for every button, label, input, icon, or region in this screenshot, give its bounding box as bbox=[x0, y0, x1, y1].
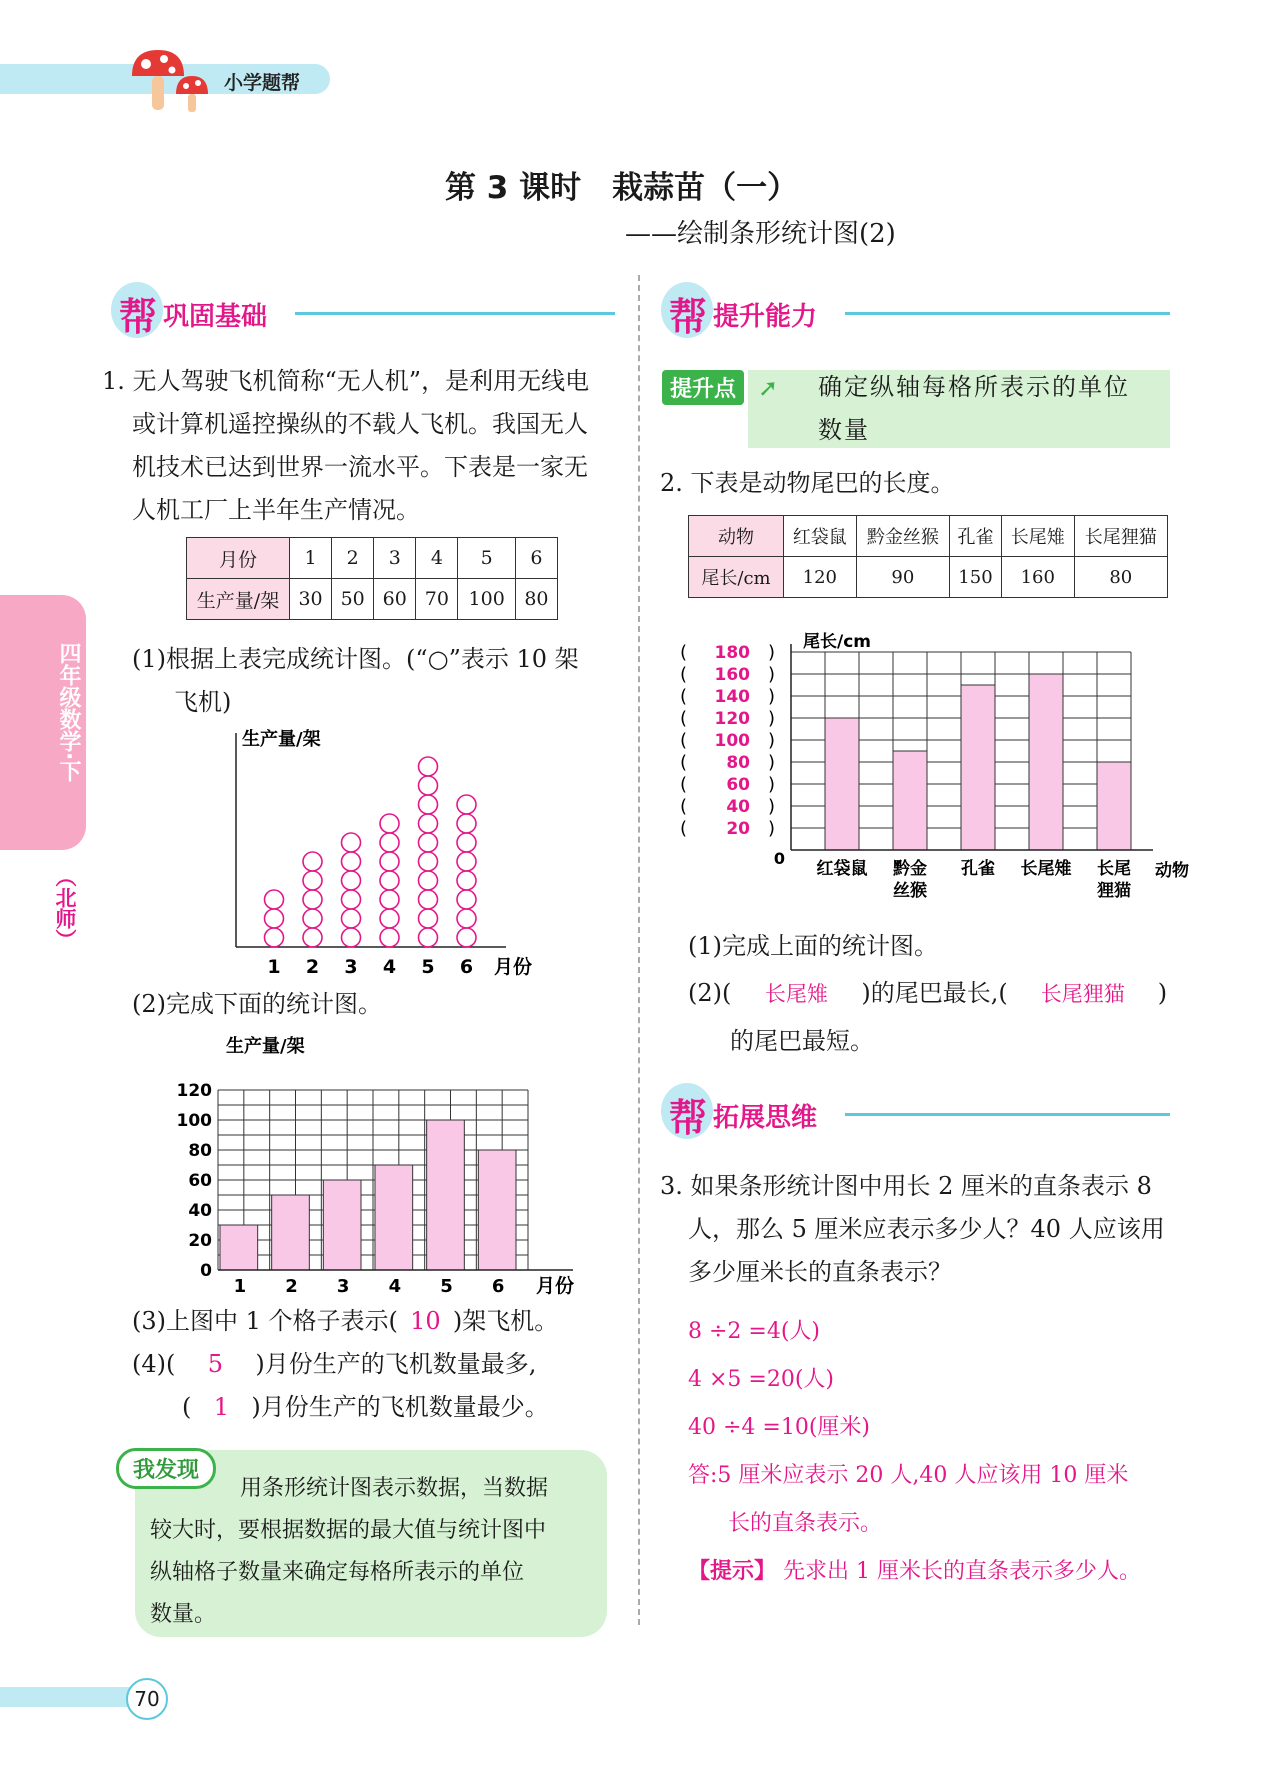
q2-part1: (1)完成上面的统计图。 bbox=[688, 932, 938, 960]
q1-part3 bbox=[132, 1300, 622, 1343]
table-cell: 长尾狸猫 bbox=[1074, 516, 1167, 557]
circle-symbol bbox=[419, 852, 438, 871]
q1-text bbox=[102, 360, 622, 532]
x-tick-label: 2 bbox=[285, 1276, 298, 1297]
y-tick-paren: ) bbox=[768, 796, 776, 817]
y-tick-label: 80 bbox=[726, 753, 750, 773]
discovery-line: 数量。 bbox=[150, 1602, 217, 1627]
x-axis-label: 动物 bbox=[1155, 861, 1189, 881]
y-tick-paren: ) bbox=[768, 642, 776, 663]
q1-line: 人机工厂上半年生产情况。 bbox=[132, 496, 420, 524]
circle-symbol bbox=[457, 833, 476, 852]
circle-symbol bbox=[265, 909, 284, 928]
table-cell: 150 bbox=[950, 557, 1002, 598]
discovery-text bbox=[150, 1468, 600, 1636]
y-tick-paren: ) bbox=[768, 708, 776, 729]
q1-part3-answer: 10 bbox=[410, 1307, 441, 1335]
q1-part2: (2)完成下面的统计图。 bbox=[132, 990, 382, 1018]
q3-answer-line: 4 ×5 =20(人) bbox=[688, 1367, 835, 1392]
q3-answers bbox=[688, 1308, 1178, 1596]
x-tick-label: 长尾 bbox=[1097, 859, 1131, 879]
y-zero-label: 0 bbox=[773, 849, 785, 868]
table-cell: 80 bbox=[1074, 557, 1167, 598]
x-tick-label: 6 bbox=[491, 1276, 505, 1297]
q1-part4-answer-least: 1 bbox=[213, 1393, 230, 1421]
page-title: 第 3 课时 栽蒜苗（一） bbox=[445, 170, 799, 206]
circle-symbol bbox=[419, 890, 438, 909]
table-cell: 长尾雉 bbox=[1001, 516, 1074, 557]
x-tick-label: 6 bbox=[459, 956, 474, 978]
bar bbox=[375, 1165, 413, 1270]
bar bbox=[1029, 674, 1063, 850]
table-row bbox=[689, 557, 1168, 598]
circle-symbol bbox=[380, 852, 399, 871]
y-tick-label: 120 bbox=[176, 1081, 212, 1101]
table-cell: 3 bbox=[374, 538, 416, 579]
x-tick-label: 2 bbox=[305, 956, 320, 978]
q1-part3-text: )架飞机。 bbox=[452, 1307, 559, 1335]
circle-symbol bbox=[303, 890, 322, 909]
q2-answer-longest: 长尾雉 bbox=[764, 982, 828, 1006]
x-tick-label: 长尾雉 bbox=[1020, 859, 1072, 879]
q1-part1-line: (1)根据上表完成统计图。(“○”表示 10 架 bbox=[132, 645, 579, 673]
tisheng-arrow-icon: ➚ bbox=[758, 374, 779, 402]
bar bbox=[825, 718, 859, 850]
x-tick-label: 5 bbox=[421, 956, 435, 978]
y-tick-paren: ) bbox=[768, 752, 776, 773]
pictograph-chart bbox=[220, 725, 570, 980]
table-cell: 2 bbox=[332, 538, 374, 579]
circle-symbol bbox=[419, 814, 438, 833]
y-tick-paren: ( bbox=[680, 664, 688, 685]
discovery-line: 纵轴格子数量来确定每格所表示的单位 bbox=[150, 1560, 525, 1585]
side-tab-edition: （北师） bbox=[53, 866, 77, 950]
y-tick-paren: ( bbox=[680, 752, 688, 773]
table-cell: 30 bbox=[290, 579, 332, 620]
y-tick-paren: ( bbox=[680, 708, 688, 729]
section-basic-title: 巩固基础 bbox=[163, 302, 268, 332]
q1-data-table bbox=[186, 537, 558, 620]
q3-text bbox=[660, 1165, 1175, 1294]
table-row bbox=[689, 516, 1168, 557]
table-cell: 80 bbox=[515, 579, 557, 620]
x-tick-label: 丝猴 bbox=[893, 881, 927, 901]
side-tab-grade: 四年级数学·下 bbox=[56, 642, 81, 783]
q2-part2-text: (2)( bbox=[688, 979, 732, 1007]
circle-symbol bbox=[342, 871, 361, 890]
x-axis-label: 月份 bbox=[536, 1275, 575, 1297]
q1-part4-text: ( bbox=[182, 1393, 192, 1421]
table-cell: 90 bbox=[856, 557, 949, 598]
y-tick-paren: ) bbox=[768, 818, 776, 839]
q3-hint-label: 【提示】 bbox=[688, 1559, 777, 1584]
circle-symbol bbox=[342, 928, 361, 947]
q1-part3-text: (3)上图中 1 个格子表示( bbox=[132, 1307, 398, 1335]
y-tick-paren: ( bbox=[680, 686, 688, 707]
section-advance-title: 提升能力 bbox=[713, 302, 818, 332]
q1-part4-text: )月份生产的飞机数量最多, bbox=[255, 1350, 537, 1378]
table-cell: 黔金丝猴 bbox=[856, 516, 949, 557]
x-tick-label: 1 bbox=[233, 1276, 247, 1297]
y-tick-paren: ( bbox=[680, 796, 688, 817]
circle-symbol bbox=[303, 928, 322, 947]
q3-answer-line: 40 ÷4 =10(厘米) bbox=[688, 1415, 871, 1440]
table-header-cell: 尾长/cm bbox=[689, 557, 784, 598]
y-tick-label: 60 bbox=[726, 775, 750, 795]
section-extend bbox=[655, 1083, 1170, 1147]
table-cell: 孔雀 bbox=[950, 516, 1002, 557]
y-tick-label: 40 bbox=[188, 1201, 212, 1221]
circle-symbol bbox=[303, 852, 322, 871]
table-cell: 红袋鼠 bbox=[784, 516, 857, 557]
x-tick-label: 孔雀 bbox=[961, 859, 995, 879]
y-tick-paren: ) bbox=[768, 730, 776, 751]
circle-symbol bbox=[457, 795, 476, 814]
y-tick-label: 180 bbox=[714, 643, 750, 663]
y-tick-paren: ( bbox=[680, 642, 688, 663]
circle-symbol bbox=[342, 852, 361, 871]
circle-symbol bbox=[380, 890, 399, 909]
bar bbox=[1097, 762, 1131, 850]
circle-symbol bbox=[419, 833, 438, 852]
table-header-cell: 生产量/架 bbox=[187, 579, 290, 620]
discovery-line: 较大时，要根据数据的最大值与统计图中 bbox=[150, 1518, 547, 1543]
y-tick-label: 100 bbox=[714, 731, 750, 751]
x-tick-label: 3 bbox=[344, 956, 358, 978]
section-basic bbox=[105, 282, 615, 346]
q1-part4 bbox=[132, 1343, 622, 1386]
q3-hint bbox=[688, 1548, 1178, 1596]
table-cell: 4 bbox=[416, 538, 458, 579]
y-tick-label: 120 bbox=[714, 709, 750, 729]
q2-data-table bbox=[688, 515, 1168, 598]
q1-part1 bbox=[132, 638, 622, 724]
table-row bbox=[187, 538, 558, 579]
footer-band bbox=[0, 1687, 140, 1707]
q3-answer-line: 答:5 厘米应表示 20 人,40 人应该用 10 厘米 bbox=[688, 1463, 1129, 1488]
circle-symbol bbox=[457, 852, 476, 871]
x-axis-label: 月份 bbox=[494, 956, 533, 978]
q2-part2-text: )的尾巴最长,( bbox=[861, 979, 1008, 1007]
page-subtitle: ——绘制条形统计图(2) bbox=[625, 219, 896, 249]
section-extend-title: 拓展思维 bbox=[713, 1103, 818, 1133]
circle-symbol bbox=[380, 928, 399, 947]
y-tick-paren: ) bbox=[768, 774, 776, 795]
circle-symbol bbox=[457, 814, 476, 833]
q2-answer-shortest: 长尾狸猫 bbox=[1040, 982, 1125, 1006]
page-number: 70 bbox=[126, 1678, 168, 1720]
table-cell: 100 bbox=[458, 579, 515, 620]
circle-symbol bbox=[457, 890, 476, 909]
y-tick-label: 160 bbox=[714, 665, 750, 685]
y-axis-label: 尾长/cm bbox=[803, 632, 871, 652]
y-tick-label: 140 bbox=[714, 687, 750, 707]
y-tick-label: 60 bbox=[188, 1171, 212, 1191]
y-tick-label: 100 bbox=[176, 1111, 212, 1131]
bang-icon: 帮 bbox=[119, 295, 158, 339]
tisheng-line: 确定纵轴每格所表示的单位 bbox=[818, 373, 1130, 401]
q3-answer-line: 长的直条表示。 bbox=[728, 1511, 883, 1536]
circle-symbol bbox=[419, 776, 438, 795]
q1-part1-line: 飞机) bbox=[174, 688, 232, 716]
bar bbox=[961, 685, 995, 850]
circle-symbol bbox=[419, 928, 438, 947]
q1-line: 机技术已达到世界一流水平。下表是一家无 bbox=[132, 453, 588, 481]
circle-symbol bbox=[342, 890, 361, 909]
y-tick-paren: ) bbox=[768, 664, 776, 685]
circle-symbol bbox=[419, 795, 438, 814]
y-axis-label: 生产量/架 bbox=[242, 729, 321, 750]
table-cell: 60 bbox=[374, 579, 416, 620]
bang-icon: 帮 bbox=[669, 295, 708, 339]
table-cell: 5 bbox=[458, 538, 515, 579]
x-tick-label: 黔金 bbox=[893, 859, 927, 879]
bar bbox=[893, 751, 927, 850]
bar-chart-production bbox=[172, 1030, 612, 1302]
bar bbox=[272, 1195, 310, 1270]
section-advance bbox=[655, 282, 1170, 346]
circle-symbol bbox=[380, 814, 399, 833]
x-tick-label: 3 bbox=[336, 1276, 350, 1297]
x-tick-label: 4 bbox=[382, 956, 397, 978]
discovery-line: 用条形统计图表示数据，当数据 bbox=[240, 1476, 549, 1501]
q1-part4b bbox=[182, 1386, 622, 1429]
table-cell: 70 bbox=[416, 579, 458, 620]
q3-line: 3. 如果条形统计图中用长 2 厘米的直条表示 8 bbox=[660, 1172, 1152, 1200]
circle-symbol bbox=[265, 890, 284, 909]
circle-symbol bbox=[342, 909, 361, 928]
q2-part2 bbox=[688, 972, 1173, 1016]
y-tick-label: 40 bbox=[726, 797, 750, 817]
q1-part4-text: )月份生产的飞机数量最少。 bbox=[251, 1393, 549, 1421]
y-tick-paren: ( bbox=[680, 818, 688, 839]
bang-icon: 帮 bbox=[669, 1096, 708, 1140]
y-tick-label: 20 bbox=[188, 1231, 212, 1251]
tisheng-label: 提升点 bbox=[662, 370, 744, 405]
circle-symbol bbox=[303, 871, 322, 890]
bar-chart-tail-length bbox=[680, 625, 1189, 915]
y-tick-paren: ( bbox=[680, 774, 688, 795]
q2-intro: 2. 下表是动物尾巴的长度。 bbox=[660, 469, 955, 497]
table-cell: 1 bbox=[290, 538, 332, 579]
table-row bbox=[187, 579, 558, 620]
q3-answer-line: 8 ÷2 =4(人) bbox=[688, 1319, 821, 1344]
circle-symbol bbox=[419, 909, 438, 928]
y-axis-label: 生产量/架 bbox=[226, 1036, 305, 1057]
circle-symbol bbox=[419, 757, 438, 776]
y-tick-label: 80 bbox=[188, 1141, 212, 1161]
circle-symbol bbox=[380, 871, 399, 890]
table-cell: 50 bbox=[332, 579, 374, 620]
q1-part4-text: (4)( bbox=[132, 1350, 176, 1378]
circle-symbol bbox=[265, 928, 284, 947]
column-divider bbox=[638, 275, 640, 1625]
discovery-label: 我发现 bbox=[116, 1448, 216, 1489]
circle-symbol bbox=[419, 871, 438, 890]
x-tick-label: 1 bbox=[267, 956, 281, 978]
table-cell: 120 bbox=[784, 557, 857, 598]
y-tick-label: 0 bbox=[200, 1261, 212, 1281]
x-tick-label: 红袋鼠 bbox=[816, 859, 868, 879]
brand-name: 小学题帮 bbox=[224, 72, 301, 94]
bar bbox=[478, 1150, 516, 1270]
circle-symbol bbox=[457, 909, 476, 928]
table-cell: 6 bbox=[515, 538, 557, 579]
table-header-cell: 动物 bbox=[689, 516, 784, 557]
q1-line: 1. 无人驾驶飞机简称“无人机”，是利用无线电 bbox=[102, 367, 590, 395]
q3-line: 多少厘米长的直条表示？ bbox=[688, 1258, 952, 1286]
bar bbox=[323, 1180, 361, 1270]
y-tick-label: 20 bbox=[726, 819, 750, 839]
x-tick-label: 5 bbox=[440, 1276, 453, 1297]
q3-hint-text: 先求出 1 厘米长的直条表示多少人。 bbox=[783, 1559, 1142, 1584]
y-tick-paren: ( bbox=[680, 730, 688, 751]
bar bbox=[427, 1120, 465, 1270]
tisheng-line: 数量 bbox=[818, 416, 870, 444]
circle-symbol bbox=[380, 833, 399, 852]
mushroom-logo-icon bbox=[128, 46, 218, 116]
q1-line: 或计算机遥控操纵的不载人飞机。我国无人 bbox=[132, 410, 588, 438]
tisheng-text bbox=[818, 366, 1168, 452]
circle-symbol bbox=[303, 909, 322, 928]
table-cell: 160 bbox=[1001, 557, 1074, 598]
y-tick-paren: ) bbox=[768, 686, 776, 707]
table-header-cell: 月份 bbox=[187, 538, 290, 579]
q1-part4-answer-most: 5 bbox=[207, 1350, 223, 1378]
x-tick-label: 4 bbox=[388, 1276, 402, 1297]
circle-symbol bbox=[342, 833, 361, 852]
circle-symbol bbox=[457, 871, 476, 890]
circle-symbol bbox=[457, 928, 476, 947]
q2-part2-end: 的尾巴最短。 bbox=[730, 1027, 874, 1055]
x-tick-label: 狸猫 bbox=[1097, 881, 1131, 901]
circle-symbol bbox=[380, 909, 399, 928]
q3-line: 人，那么 5 厘米应表示多少人？40 人应该用 bbox=[688, 1215, 1165, 1243]
bar bbox=[220, 1225, 258, 1270]
q2-part2-text: ) bbox=[1157, 979, 1168, 1007]
